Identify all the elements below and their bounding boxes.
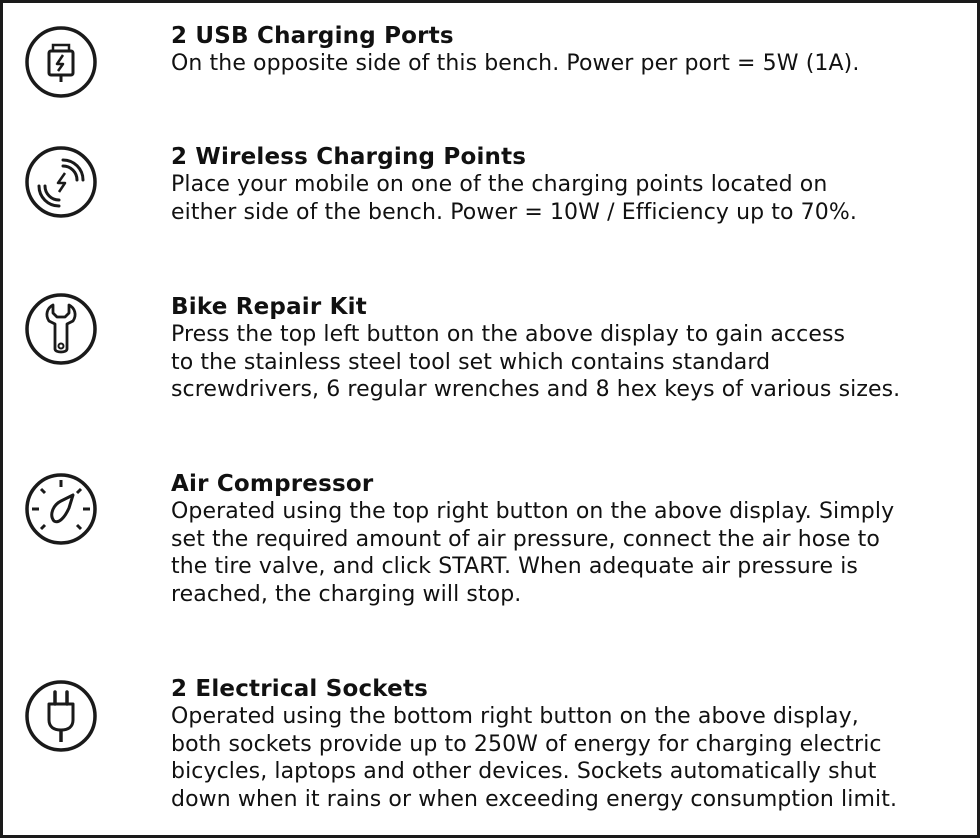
feature-title: 2 USB Charging Ports [171, 23, 454, 49]
feature-title: 2 Electrical Sockets [171, 676, 429, 702]
wrench-icon [23, 291, 99, 367]
feature-description: Press the top left button on the above display to gain access to the stainless steel tool set which contains standard screwdrivers, 6 regular wrenches and 8 hex keys of various sizes. [171, 322, 901, 402]
feature-description: On the opposite side of this bench. Power per port = 5W (1A). [171, 51, 860, 76]
feature-title: Bike Repair Kit [171, 294, 367, 320]
wireless-charging-icon [23, 144, 99, 220]
feature-title: 2 Wireless Charging Points [171, 144, 527, 170]
feature-title: Air Compressor [171, 471, 374, 497]
usb-charging-icon [23, 24, 99, 100]
pressure-gauge-icon [23, 471, 99, 547]
feature-description: Place your mobile on one of the charging points located on either side of the bench. Power = 10W / Efficiency up to 70%. [171, 172, 857, 225]
feature-description: Operated using the bottom right button on the above display, both sockets provide up to 250W of energy for charging electric bicycles, laptops and other devices. Sockets automatically shut down when it rains or when exceeding energy consumption limit. [171, 704, 898, 812]
plug-icon [23, 678, 99, 754]
feature-description: Operated using the top right button on the above display. Simply set the required amount of air pressure, connect the air hose to the tire valve, and click START. When adequate air pressure is reached, the charging will stop. [171, 499, 895, 607]
